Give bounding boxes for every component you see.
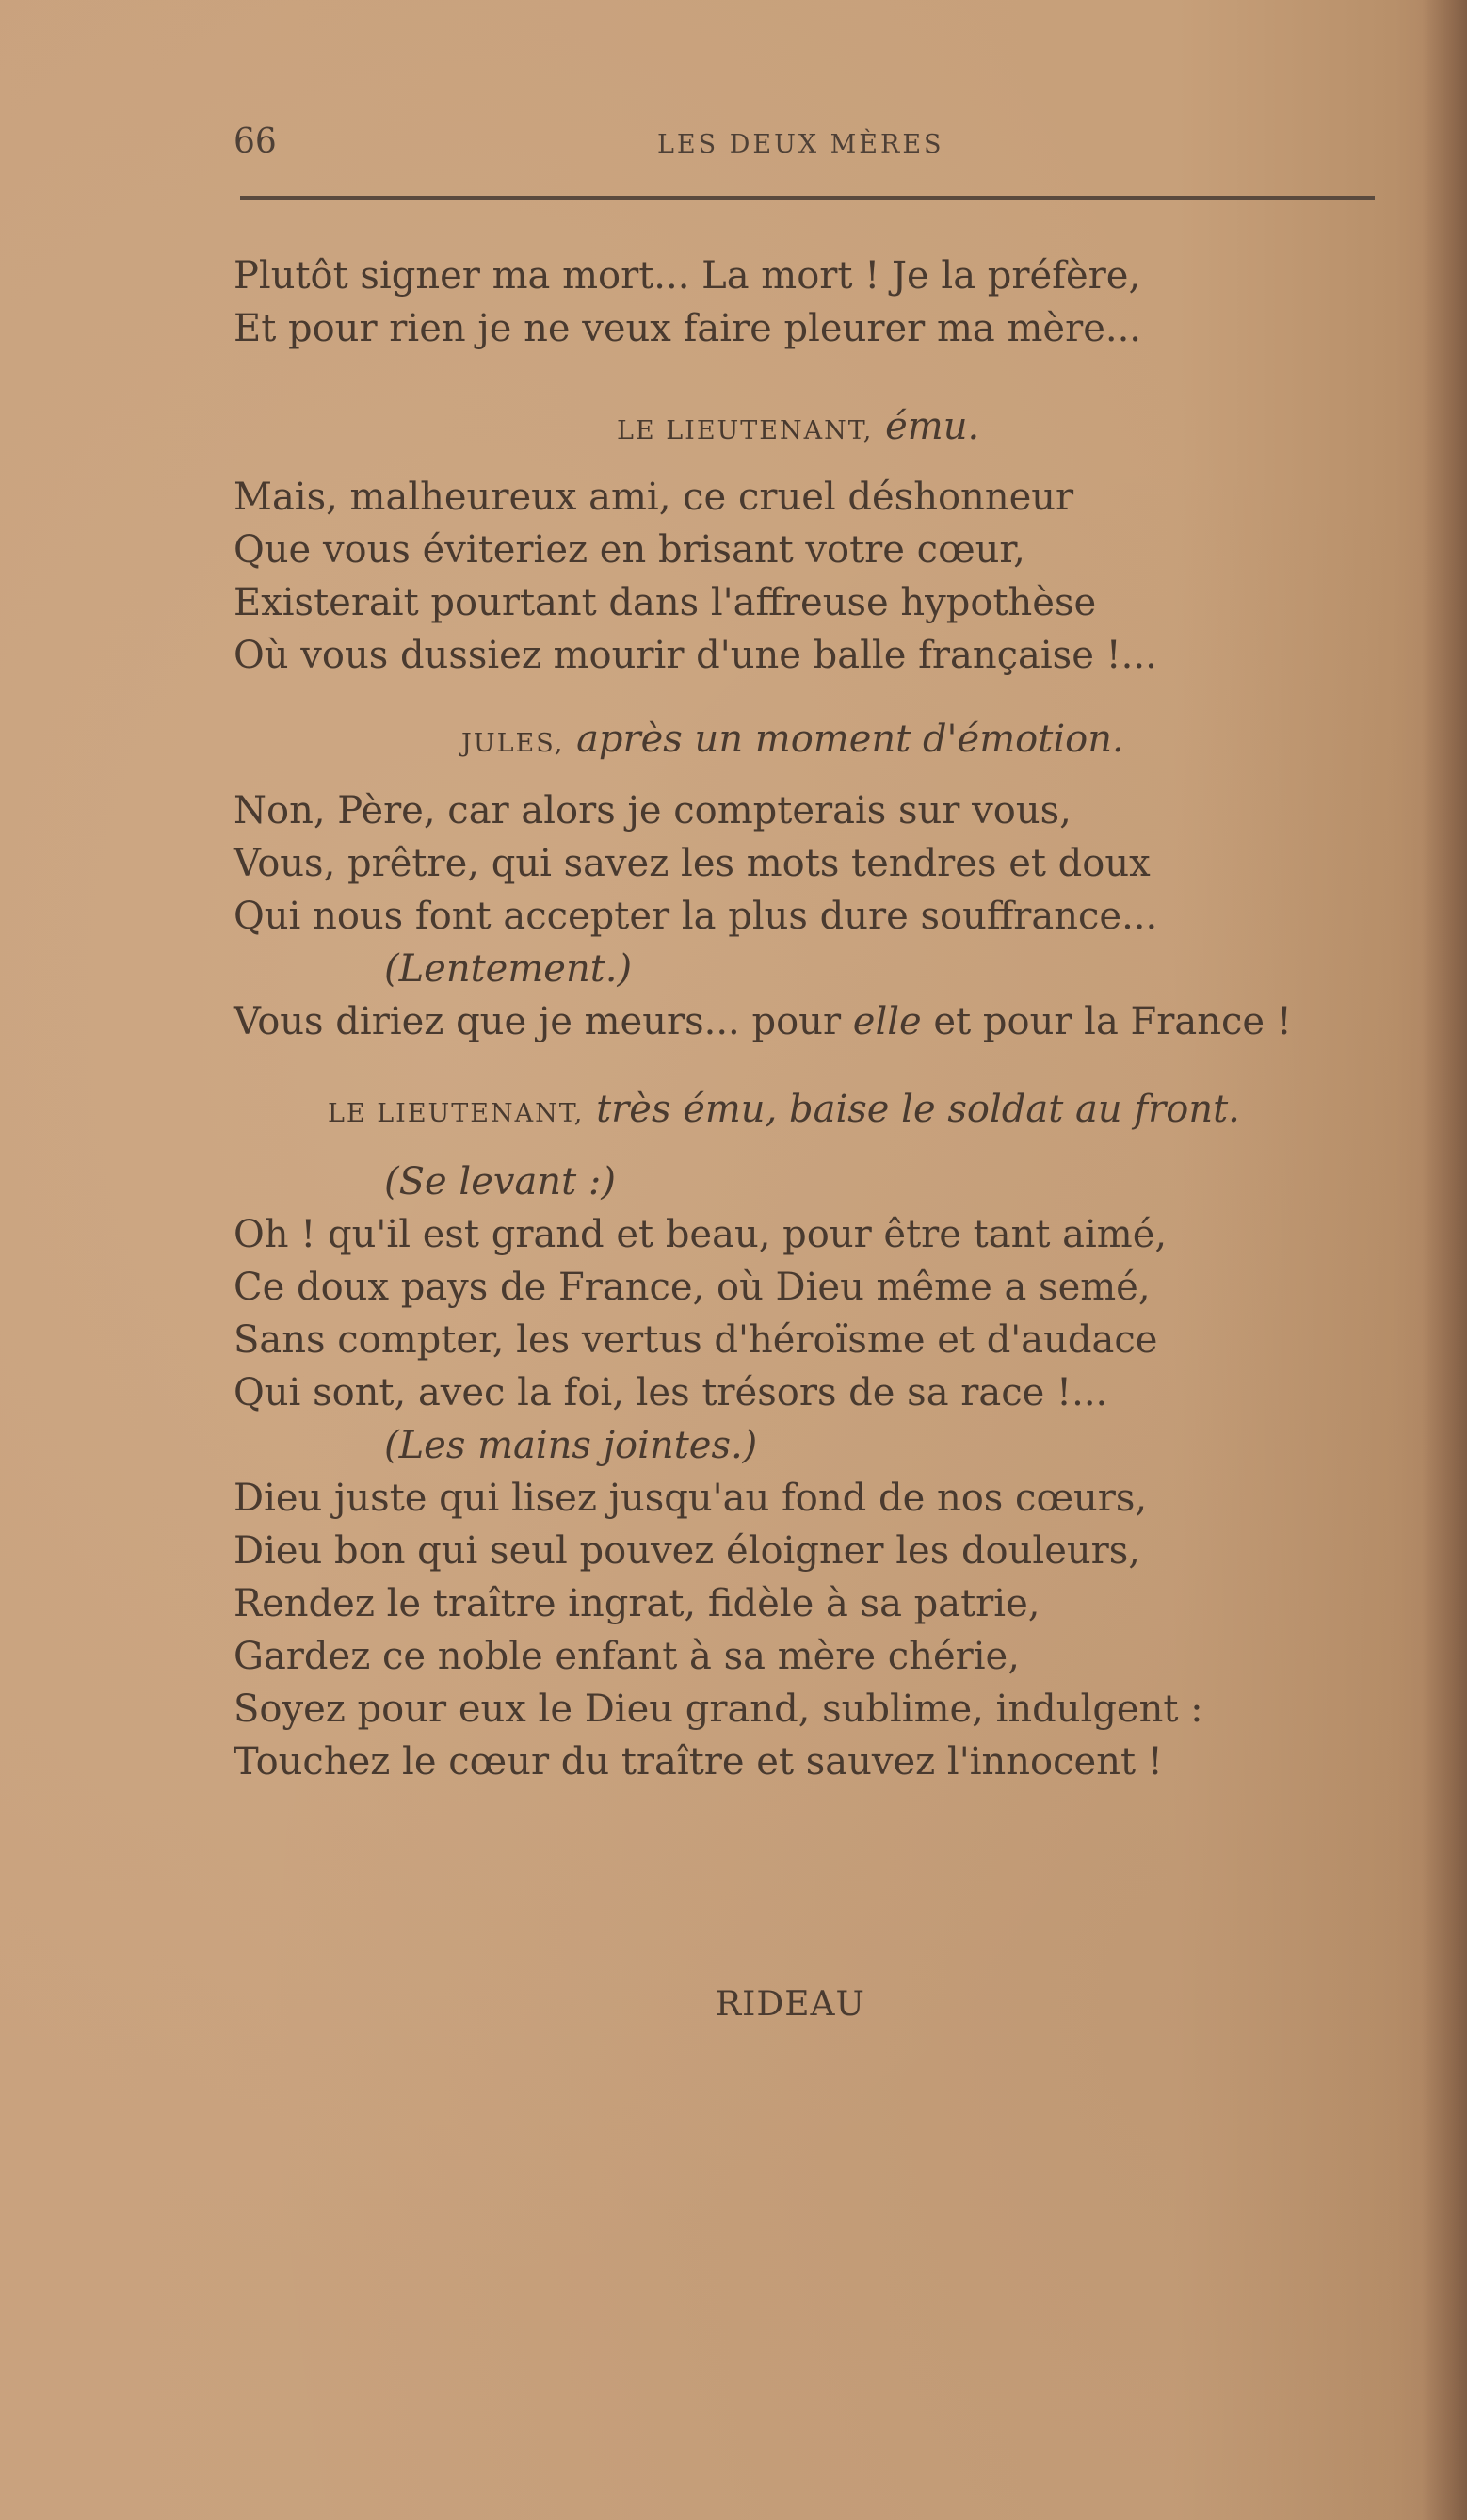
stage-direction: (Les mains jointes.) xyxy=(384,1424,758,1467)
speaker-direction: très ému, baise le soldat au front. xyxy=(596,1088,1240,1131)
verse-line: Mais, malheureux ami, ce cruel déshonneur xyxy=(234,476,1074,519)
verse-fragment: et pour la France ! xyxy=(921,1000,1292,1043)
speaker-name: JULES, xyxy=(461,729,565,758)
verse-line: Vous, prêtre, qui savez les mots tendres et doux xyxy=(234,842,1151,885)
verse-line: Existerait pourtant dans l'affreuse hypothèse xyxy=(234,581,1097,624)
verse-line: Touchez le cœur du traître et sauvez l'innocent ! xyxy=(234,1740,1163,1784)
curtain-label: RIDEAU xyxy=(716,1985,865,2024)
verse-line: Oh ! qu'il est grand et beau, pour être tant aimé, xyxy=(234,1213,1168,1256)
speaker-direction: ému. xyxy=(885,405,980,448)
speaker-cue-lieutenant xyxy=(617,405,979,448)
verse-fragment: Vous diriez que je meurs... pour xyxy=(234,1000,853,1043)
verse-line: Où vous dussiez mourir d'une balle française !... xyxy=(234,634,1157,677)
verse-line: Que vous éviteriez en brisant votre cœur, xyxy=(234,528,1025,572)
verse-line: Et pour rien je ne veux faire pleurer ma mère... xyxy=(234,307,1142,350)
verse-line: Gardez ce noble enfant à sa mère chérie, xyxy=(234,1635,1020,1678)
verse-line: Qui sont, avec la foi, les trésors de sa race !... xyxy=(234,1371,1108,1414)
verse-line: Rendez le traître ingrat, fidèle à sa patrie, xyxy=(234,1582,1040,1625)
page-edge-shadow xyxy=(1422,0,1467,2520)
verse-line xyxy=(234,1000,1292,1043)
verse-line: Non, Père, car alors je compterais sur vous, xyxy=(234,789,1072,832)
verse-line: Plutôt signer ma mort... La mort ! Je la préfère, xyxy=(234,254,1141,298)
speaker-cue-lieutenant-2 xyxy=(328,1088,1240,1131)
running-title: LES DEUX MÈRES xyxy=(657,130,944,159)
verse-line: Soyez pour eux le Dieu grand, sublime, indulgent : xyxy=(234,1688,1203,1731)
header-rule xyxy=(240,196,1375,200)
page-header xyxy=(234,122,1373,170)
speaker-name: LE LIEUTENANT, xyxy=(328,1099,585,1128)
speaker-name: LE LIEUTENANT, xyxy=(617,416,874,445)
verse-line: Ce doux pays de France, où Dieu même a semé, xyxy=(234,1266,1151,1309)
verse-line: Dieu juste qui lisez jusqu'au fond de nos cœurs, xyxy=(234,1477,1148,1520)
speaker-cue-jules xyxy=(461,718,1124,761)
stage-direction: (Se levant :) xyxy=(384,1160,616,1203)
speaker-direction: après un moment d'émotion. xyxy=(576,718,1124,761)
verse-line: Sans compter, les vertus d'héroïsme et d'audace xyxy=(234,1318,1158,1362)
stage-direction: (Lentement.) xyxy=(384,947,633,991)
page-number: 66 xyxy=(234,122,277,161)
verse-line: Dieu bon qui seul pouvez éloigner les douleurs, xyxy=(234,1529,1140,1573)
verse-emphasis: elle xyxy=(852,1000,922,1043)
verse-line: Qui nous font accepter la plus dure souffrance... xyxy=(234,895,1158,938)
